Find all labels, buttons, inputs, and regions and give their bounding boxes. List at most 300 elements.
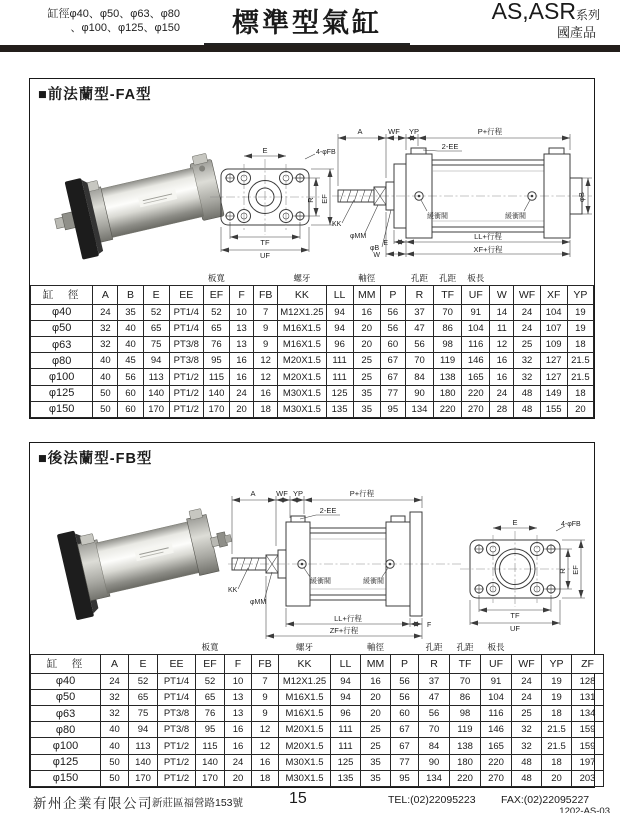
spec-cell: 220 bbox=[434, 401, 462, 417]
spec-cell: 220 bbox=[450, 770, 481, 786]
spec-cell: 9 bbox=[254, 337, 278, 353]
dim-label-p-stroke: P+行程 bbox=[349, 489, 375, 498]
spec-cell: 91 bbox=[481, 673, 512, 689]
table-row bbox=[31, 673, 604, 689]
spec-cell: PT1/2 bbox=[158, 770, 196, 786]
spec-cell: 127 bbox=[540, 369, 567, 385]
spec-cell: 67 bbox=[391, 722, 419, 738]
spec-cell: 140 bbox=[203, 385, 229, 401]
spec-cell: 220 bbox=[481, 754, 512, 770]
dim-label-f: F bbox=[427, 622, 432, 629]
dim-label-ll-stroke: LL+行程 bbox=[334, 614, 362, 623]
bore-note-line2: 、φ100、φ125、φ150 bbox=[70, 22, 180, 34]
dim-label-yp: YP bbox=[408, 127, 420, 136]
col-bore: 缸 徑 bbox=[31, 654, 101, 673]
spec-cell: 20 bbox=[353, 337, 380, 353]
spec-cell: 21.5 bbox=[542, 722, 572, 738]
spec-cell: 40 bbox=[118, 320, 143, 336]
col-ee: EE bbox=[169, 285, 203, 304]
col-ef: EF bbox=[196, 654, 225, 673]
spec-cell: 94 bbox=[143, 353, 169, 369]
spec-cell: 96 bbox=[326, 337, 353, 353]
spec-cell: 12 bbox=[254, 369, 278, 385]
spec-cell: 48 bbox=[514, 401, 540, 417]
col-f: F bbox=[225, 654, 252, 673]
spec-cell: 98 bbox=[434, 337, 462, 353]
group-label-plate-length: 板長 bbox=[487, 641, 505, 652]
series-name: AS,ASR系列 bbox=[491, 0, 600, 24]
bore-size-cell: φ63 bbox=[31, 706, 101, 722]
spec-cell: 16 bbox=[225, 722, 252, 738]
company-address: 新莊區福營路153號 bbox=[152, 797, 244, 809]
spec-cell: 95 bbox=[203, 353, 229, 369]
col-bore: 缸 徑 bbox=[31, 285, 93, 304]
col-kk: KK bbox=[278, 285, 326, 304]
fa-group-label-row bbox=[31, 271, 594, 286]
spec-cell: 32 bbox=[93, 337, 118, 353]
page-number: 15 bbox=[289, 790, 307, 807]
spec-cell: 25 bbox=[361, 722, 391, 738]
spec-cell: 19 bbox=[567, 304, 593, 320]
spec-cell: 9 bbox=[254, 320, 278, 336]
fa-table-body bbox=[31, 304, 594, 417]
spec-cell: 24 bbox=[225, 754, 252, 770]
col-tf: TF bbox=[434, 285, 462, 304]
spec-cell: PT1/4 bbox=[169, 304, 203, 320]
cushion-valve-label: 緩衝閥 bbox=[427, 213, 448, 220]
spec-cell: 48 bbox=[512, 754, 542, 770]
doc-code: 1202-AS-03 bbox=[559, 806, 610, 813]
spec-cell: 7 bbox=[254, 304, 278, 320]
spec-cell: 109 bbox=[540, 337, 567, 353]
spec-cell: 20 bbox=[361, 689, 391, 705]
bore-size-cell: φ125 bbox=[31, 385, 93, 401]
spec-cell: 180 bbox=[450, 754, 481, 770]
spec-cell: 170 bbox=[203, 401, 229, 417]
spec-cell: 155 bbox=[540, 401, 567, 417]
spec-cell: 125 bbox=[326, 385, 353, 401]
dim-label-r: R bbox=[306, 197, 315, 203]
bore-size-cell: φ150 bbox=[31, 770, 101, 786]
table-row bbox=[31, 353, 594, 369]
spec-cell: 111 bbox=[331, 722, 361, 738]
dim-label-ll-stroke: LL+行程 bbox=[474, 232, 502, 241]
bore-size-cell: φ80 bbox=[31, 722, 101, 738]
spec-cell: 90 bbox=[405, 385, 433, 401]
spec-cell: 32 bbox=[512, 722, 542, 738]
group-label-hole-pitch-r: 孔距 bbox=[410, 272, 428, 283]
spec-cell: 119 bbox=[450, 722, 481, 738]
spec-cell: 60 bbox=[118, 401, 143, 417]
spec-cell: 113 bbox=[143, 369, 169, 385]
spec-cell: 32 bbox=[101, 689, 129, 705]
group-label-plate-width: 板寬 bbox=[201, 641, 219, 652]
col-b: B bbox=[118, 285, 143, 304]
spec-cell: 35 bbox=[353, 401, 380, 417]
spec-cell: 18 bbox=[542, 706, 572, 722]
col-zf: ZF bbox=[572, 654, 604, 673]
group-label-thread: 螺牙 bbox=[295, 641, 313, 652]
spec-cell: 70 bbox=[419, 722, 450, 738]
group-label-shaft-dia: 軸徑 bbox=[358, 272, 376, 283]
spec-cell: 111 bbox=[331, 738, 361, 754]
spec-cell: 16 bbox=[252, 754, 279, 770]
spec-cell: 16 bbox=[230, 353, 254, 369]
spec-cell: 95 bbox=[391, 770, 419, 786]
spec-cell: M20X1.5 bbox=[279, 738, 331, 754]
spec-cell: 18 bbox=[254, 401, 278, 417]
spec-cell: 134 bbox=[572, 706, 604, 722]
spec-cell: 16 bbox=[254, 385, 278, 401]
col-a: A bbox=[101, 654, 129, 673]
spec-cell: 170 bbox=[196, 770, 225, 786]
fb-spec-table bbox=[30, 640, 604, 787]
dim-label-w: W bbox=[373, 252, 380, 259]
col-yp: YP bbox=[542, 654, 572, 673]
spec-cell: M16X1.5 bbox=[278, 337, 326, 353]
spec-cell: 70 bbox=[450, 673, 481, 689]
spec-cell: 45 bbox=[118, 353, 143, 369]
col-p: P bbox=[391, 654, 419, 673]
spec-cell: PT1/4 bbox=[158, 673, 196, 689]
spec-cell: 25 bbox=[353, 369, 380, 385]
spec-cell: 65 bbox=[129, 689, 158, 705]
spec-cell: 21.5 bbox=[542, 738, 572, 754]
dim-label-wf: WF bbox=[276, 489, 288, 498]
spec-cell: 19 bbox=[542, 689, 572, 705]
dim-label-mm: φMM bbox=[350, 233, 367, 240]
bore-size-cell: φ125 bbox=[31, 754, 101, 770]
spec-cell: 48 bbox=[512, 770, 542, 786]
spec-cell: 25 bbox=[361, 738, 391, 754]
col-ee: EE bbox=[158, 654, 196, 673]
spec-cell: 95 bbox=[196, 722, 225, 738]
spec-cell: 24 bbox=[512, 689, 542, 705]
spec-cell: 84 bbox=[419, 738, 450, 754]
spec-cell: 10 bbox=[230, 304, 254, 320]
col-wf: WF bbox=[514, 285, 540, 304]
table-row bbox=[31, 337, 594, 353]
fa-product-photo bbox=[52, 158, 232, 253]
spec-cell: 104 bbox=[540, 304, 567, 320]
group-label-hole-pitch-r: 孔距 bbox=[425, 641, 443, 652]
spec-cell: 40 bbox=[101, 722, 129, 738]
spec-cell: 75 bbox=[143, 337, 169, 353]
spec-cell: 65 bbox=[143, 320, 169, 336]
spec-cell: 25 bbox=[514, 337, 540, 353]
spec-cell: 50 bbox=[93, 385, 118, 401]
spec-cell: 67 bbox=[380, 369, 405, 385]
spec-cell: 128 bbox=[572, 673, 604, 689]
spec-cell: M30X1.5 bbox=[279, 754, 331, 770]
spec-cell: 65 bbox=[196, 689, 225, 705]
spec-cell: 56 bbox=[405, 337, 433, 353]
spec-cell: 111 bbox=[326, 353, 353, 369]
spec-cell: 21.5 bbox=[567, 369, 593, 385]
spec-cell: 65 bbox=[203, 320, 229, 336]
spec-cell: 32 bbox=[101, 706, 129, 722]
spec-cell: 94 bbox=[326, 320, 353, 336]
spec-cell: PT3/8 bbox=[169, 353, 203, 369]
telephone: TEL:(02)22095223 bbox=[388, 794, 476, 806]
col-r: R bbox=[405, 285, 433, 304]
spec-cell: 146 bbox=[481, 722, 512, 738]
col-tf: TF bbox=[450, 654, 481, 673]
spec-cell: 47 bbox=[419, 689, 450, 705]
company-name: 新州企業有限公司 bbox=[33, 796, 153, 811]
spec-cell: 11 bbox=[490, 320, 514, 336]
bore-note-line1: 缸徑φ40、φ50、φ63、φ80 bbox=[47, 8, 180, 20]
spec-cell: M12X1.25 bbox=[278, 304, 326, 320]
fb-table-body bbox=[31, 673, 604, 786]
spec-cell: 52 bbox=[196, 673, 225, 689]
spec-cell: 18 bbox=[567, 385, 593, 401]
spec-cell: 12 bbox=[490, 337, 514, 353]
col-ll: LL bbox=[331, 654, 361, 673]
spec-cell: 149 bbox=[540, 385, 567, 401]
dim-label-tf: TF bbox=[260, 238, 270, 247]
spec-cell: 104 bbox=[462, 320, 490, 336]
spec-cell: 13 bbox=[225, 689, 252, 705]
spec-cell: 134 bbox=[405, 401, 433, 417]
table-row bbox=[31, 722, 604, 738]
table-row bbox=[31, 689, 604, 705]
spec-cell: 140 bbox=[196, 754, 225, 770]
dim-label-uf: UF bbox=[510, 624, 520, 633]
table-row bbox=[31, 320, 594, 336]
table-row bbox=[31, 754, 604, 770]
fa-drawing-area bbox=[30, 100, 594, 271]
bore-size-cell: φ100 bbox=[31, 738, 101, 754]
spec-cell: 77 bbox=[380, 385, 405, 401]
spec-cell: PT1/4 bbox=[169, 320, 203, 336]
bore-size-cell: φ100 bbox=[31, 369, 93, 385]
spec-cell: 94 bbox=[326, 304, 353, 320]
spec-cell: 56 bbox=[391, 689, 419, 705]
spec-cell: 48 bbox=[514, 385, 540, 401]
spec-cell: M20X1.5 bbox=[278, 353, 326, 369]
col-w: W bbox=[490, 285, 514, 304]
spec-cell: M30X1.5 bbox=[278, 401, 326, 417]
col-kk: KK bbox=[279, 654, 331, 673]
spec-cell: 16 bbox=[230, 369, 254, 385]
spec-cell: PT1/2 bbox=[158, 754, 196, 770]
spec-cell: 70 bbox=[434, 304, 462, 320]
spec-cell: 60 bbox=[380, 337, 405, 353]
spec-cell: 90 bbox=[419, 754, 450, 770]
spec-cell: 135 bbox=[326, 401, 353, 417]
bore-size-cell: φ80 bbox=[31, 353, 93, 369]
spec-cell: 7 bbox=[252, 673, 279, 689]
dim-label-mm: φMM bbox=[250, 599, 267, 606]
dim-label-b: φB bbox=[370, 245, 380, 252]
bore-size-cell: φ50 bbox=[31, 689, 101, 705]
spec-cell: PT3/8 bbox=[158, 706, 196, 722]
spec-cell: PT3/8 bbox=[158, 722, 196, 738]
dim-label-2-ee: 2-EE bbox=[319, 506, 337, 515]
spec-cell: 56 bbox=[380, 320, 405, 336]
spec-cell: 40 bbox=[101, 738, 129, 754]
spec-cell: 32 bbox=[512, 738, 542, 754]
spec-cell: 96 bbox=[331, 706, 361, 722]
spec-cell: 140 bbox=[129, 754, 158, 770]
page-title: 標準型氣缸 bbox=[204, 1, 410, 45]
spec-cell: 115 bbox=[203, 369, 229, 385]
col-e: E bbox=[143, 285, 169, 304]
spec-cell: 9 bbox=[252, 689, 279, 705]
spec-cell: 135 bbox=[331, 770, 361, 786]
col-a: A bbox=[93, 285, 118, 304]
cushion-valve-label: 緩衝閥 bbox=[505, 213, 526, 220]
spec-cell: 37 bbox=[405, 304, 433, 320]
section-rear-flange-fb bbox=[29, 442, 595, 788]
dim-label-ef: EF bbox=[320, 194, 329, 204]
spec-cell: 12 bbox=[252, 722, 279, 738]
dim-label-r: R bbox=[558, 568, 567, 574]
dim-label-4-fb: 4-φFB bbox=[316, 149, 336, 156]
fax: FAX:(02)22095227 bbox=[501, 794, 590, 806]
spec-cell: 47 bbox=[405, 320, 433, 336]
spec-cell: PT1/2 bbox=[169, 385, 203, 401]
header-divider-bar bbox=[0, 45, 620, 52]
dim-label-yp: YP bbox=[292, 489, 304, 498]
spec-cell: 13 bbox=[225, 706, 252, 722]
spec-cell: 84 bbox=[405, 369, 433, 385]
spec-cell: 170 bbox=[143, 401, 169, 417]
fa-spec-table bbox=[30, 271, 594, 418]
fb-side-view-drawing bbox=[226, 484, 466, 642]
table-row bbox=[31, 369, 594, 385]
spec-cell: 76 bbox=[196, 706, 225, 722]
spec-cell: 20 bbox=[361, 706, 391, 722]
spec-cell: 20 bbox=[567, 401, 593, 417]
spec-cell: 13 bbox=[230, 337, 254, 353]
col-ll: LL bbox=[326, 285, 353, 304]
spec-cell: 138 bbox=[450, 738, 481, 754]
spec-cell: 159 bbox=[572, 722, 604, 738]
spec-cell: 113 bbox=[129, 738, 158, 754]
col-uf: UF bbox=[462, 285, 490, 304]
group-label-shaft-dia: 軸徑 bbox=[366, 641, 384, 652]
dim-label-p-stroke: P+行程 bbox=[477, 127, 503, 136]
section-front-flange-fa bbox=[29, 78, 595, 419]
spec-cell: 116 bbox=[481, 706, 512, 722]
col-mm: MM bbox=[353, 285, 380, 304]
spec-cell: 35 bbox=[361, 754, 391, 770]
spec-cell: 19 bbox=[542, 673, 572, 689]
table-row bbox=[31, 304, 594, 320]
spec-cell: 20 bbox=[542, 770, 572, 786]
col-wf: WF bbox=[512, 654, 542, 673]
spec-cell: 270 bbox=[462, 401, 490, 417]
spec-cell: 94 bbox=[331, 673, 361, 689]
spec-cell: 94 bbox=[129, 722, 158, 738]
spec-cell: M30X1.5 bbox=[278, 385, 326, 401]
spec-cell: PT1/2 bbox=[169, 369, 203, 385]
table-row bbox=[31, 385, 594, 401]
spec-cell: 56 bbox=[391, 673, 419, 689]
spec-cell: 111 bbox=[326, 369, 353, 385]
fa-side-view-drawing bbox=[330, 124, 596, 266]
cushion-valve-label: 緩衝閥 bbox=[363, 578, 384, 585]
spec-cell: M12X1.25 bbox=[279, 673, 331, 689]
col-xf: XF bbox=[540, 285, 567, 304]
spec-cell: M20X1.5 bbox=[279, 722, 331, 738]
spec-cell: 14 bbox=[490, 304, 514, 320]
col-e: E bbox=[129, 654, 158, 673]
spec-cell: 35 bbox=[118, 304, 143, 320]
spec-cell: 50 bbox=[101, 770, 129, 786]
spec-cell: 24 bbox=[93, 304, 118, 320]
spec-cell: 25 bbox=[353, 353, 380, 369]
dim-label-e: E bbox=[383, 240, 388, 247]
spec-cell: 20 bbox=[225, 770, 252, 786]
spec-cell: 75 bbox=[129, 706, 158, 722]
spec-cell: 119 bbox=[434, 353, 462, 369]
spec-cell: 138 bbox=[434, 369, 462, 385]
series-block bbox=[492, 2, 600, 42]
dim-label-kk: KK bbox=[332, 221, 342, 228]
spec-cell: 56 bbox=[118, 369, 143, 385]
spec-cell: 270 bbox=[481, 770, 512, 786]
dim-label-e: E bbox=[262, 146, 268, 155]
spec-cell: 18 bbox=[567, 337, 593, 353]
spec-cell: 104 bbox=[481, 689, 512, 705]
spec-cell: PT1/2 bbox=[169, 401, 203, 417]
spec-cell: 56 bbox=[380, 304, 405, 320]
spec-cell: 32 bbox=[514, 369, 540, 385]
spec-cell: 20 bbox=[353, 320, 380, 336]
spec-cell: 40 bbox=[93, 369, 118, 385]
spec-cell: 16 bbox=[225, 738, 252, 754]
spec-cell: 170 bbox=[129, 770, 158, 786]
spec-cell: 131 bbox=[572, 689, 604, 705]
spec-cell: 25 bbox=[512, 706, 542, 722]
spec-cell: 60 bbox=[391, 706, 419, 722]
col-fb: FB bbox=[254, 285, 278, 304]
spec-cell: 13 bbox=[230, 320, 254, 336]
page-footer bbox=[0, 789, 620, 813]
spec-cell: PT1/4 bbox=[158, 689, 196, 705]
page-header bbox=[0, 0, 620, 44]
spec-cell: 50 bbox=[101, 754, 129, 770]
spec-cell: 24 bbox=[490, 385, 514, 401]
spec-cell: M16X1.5 bbox=[279, 706, 331, 722]
spec-cell: 159 bbox=[572, 738, 604, 754]
spec-cell: 16 bbox=[361, 673, 391, 689]
fb-drawing-area bbox=[30, 464, 594, 640]
dim-label-ef: EF bbox=[571, 565, 580, 575]
col-fb: FB bbox=[252, 654, 279, 673]
spec-cell: 16 bbox=[490, 353, 514, 369]
dim-label-kk: KK bbox=[228, 587, 238, 594]
table-row bbox=[31, 401, 594, 417]
spec-cell: 56 bbox=[419, 706, 450, 722]
col-yp: YP bbox=[567, 285, 593, 304]
col-f: F bbox=[230, 285, 254, 304]
spec-cell: 40 bbox=[118, 337, 143, 353]
spec-cell: 165 bbox=[462, 369, 490, 385]
col-r: R bbox=[419, 654, 450, 673]
section-title-fb: ■後法蘭型-FB型 bbox=[38, 451, 153, 467]
spec-cell: 98 bbox=[450, 706, 481, 722]
spec-cell: 52 bbox=[203, 304, 229, 320]
spec-cell: 18 bbox=[542, 754, 572, 770]
dim-label-tf: TF bbox=[510, 611, 520, 620]
spec-cell: 116 bbox=[462, 337, 490, 353]
spec-cell: 70 bbox=[405, 353, 433, 369]
spec-cell: M20X1.5 bbox=[278, 369, 326, 385]
